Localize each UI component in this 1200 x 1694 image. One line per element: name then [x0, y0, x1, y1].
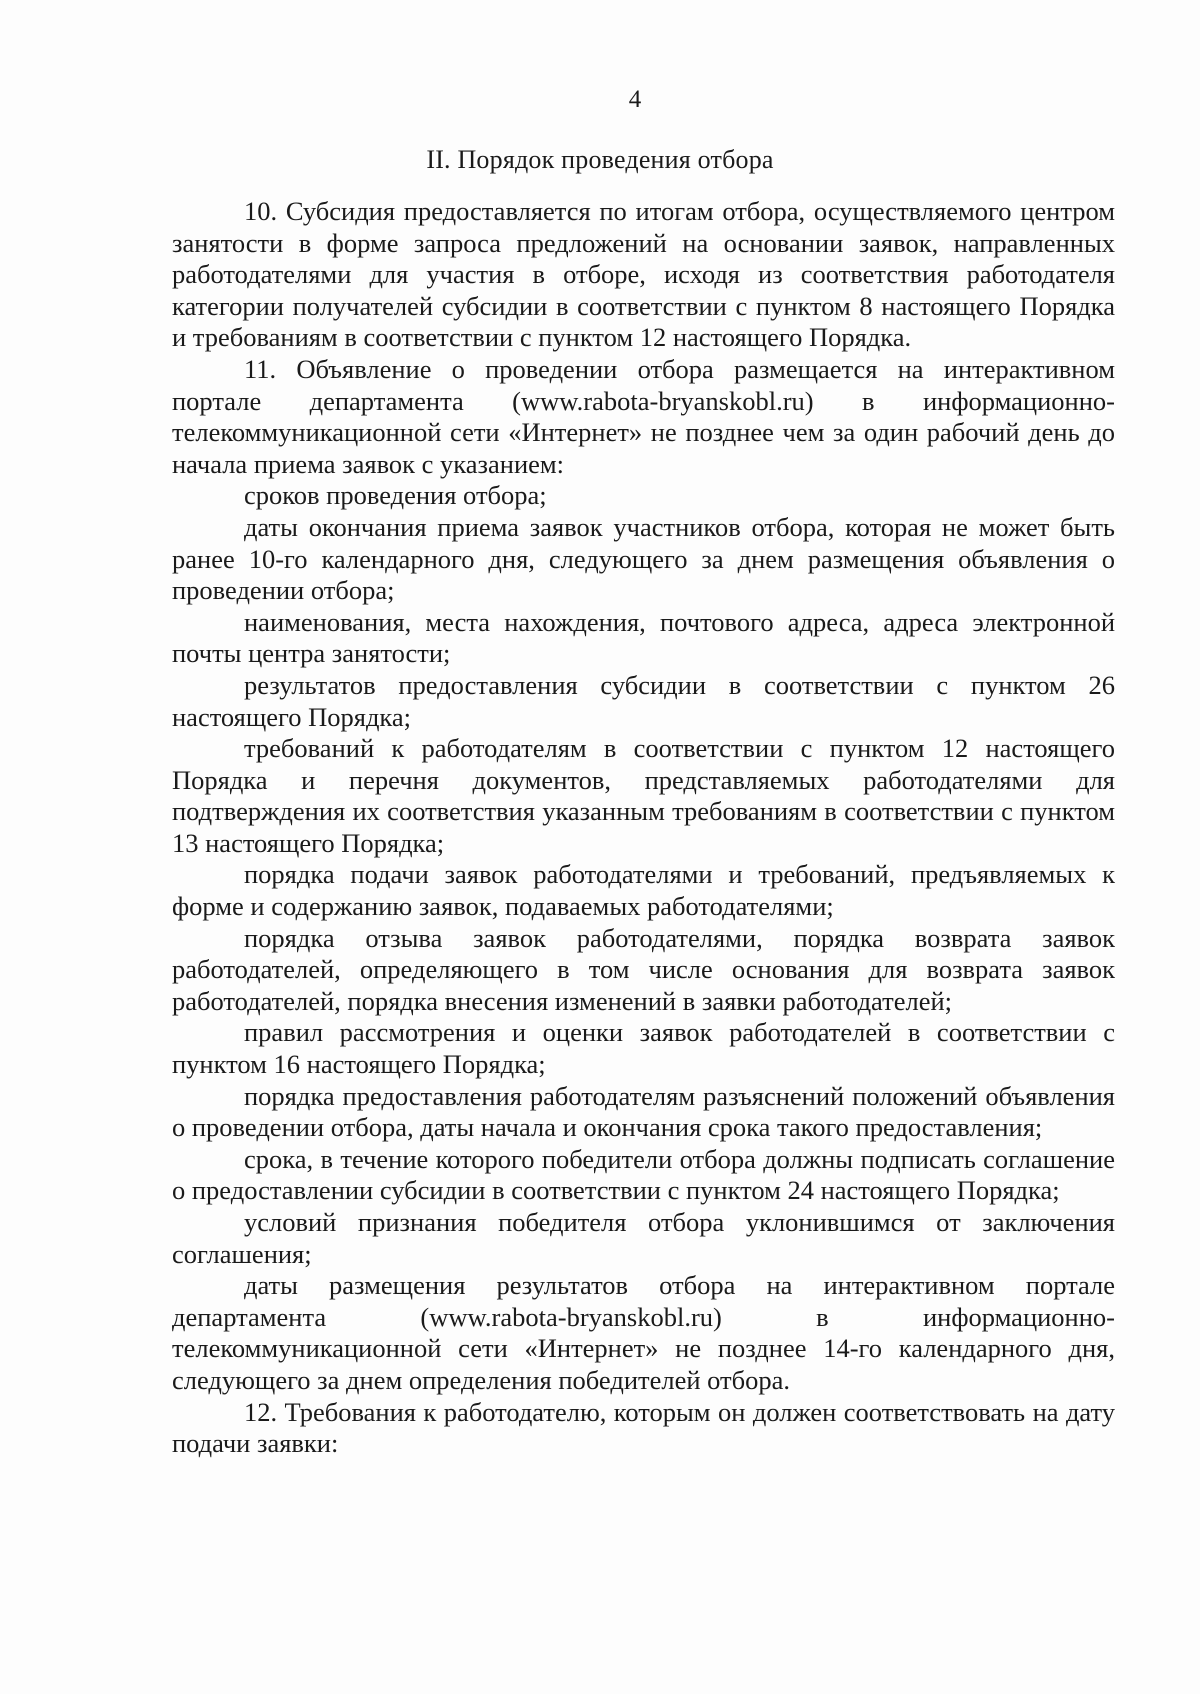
list-item: правил рассмотрения и оценки заявок работодателей в соответствии с пунктом 16 настоящего Порядка; — [172, 1017, 1115, 1080]
paragraph-10: 10. Субсидия предоставляется по итогам отбора, осуществляемого центром занятости в форме запроса предложений на основании заявок, направленных работодателями для участия в отборе, исходя из соответствия работодателя категории получателей субсидии в соответствии с пунктом 8 настоящего Порядка и требованиям в соответствии с пунктом 12 настоящего Порядка. — [172, 196, 1115, 353]
list-item: наименования, места нахождения, почтового адреса, адреса электронной почты центра занятости; — [172, 606, 1115, 669]
document-body — [172, 196, 1115, 1460]
list-item: сроков проведения отбора; — [244, 480, 547, 511]
list-item: условий признания победителя отбора уклонившимся от заключения соглашения; — [172, 1207, 1115, 1269]
section-title: II. Порядок проведения отбора — [426, 145, 774, 174]
list-item: порядка отзыва заявок работодателями, порядка возврата заявок работодателей, определяющего в том числе основания для возврата заявок работодателей, порядка внесения изменений в заявки работодателей; — [172, 922, 1115, 1016]
list-item: порядка предоставления работодателям разъяснений положений объявления о проведении отбора, даты начала и окончания срока такого предоставления; — [172, 1080, 1115, 1143]
list-item: требований к работодателям в соответствии с пунктом 12 настоящего Порядка и перечня документов, представляемых работодателями для подтверждения их соответствия указанным требованиям в соответствии с пунктом 13 настоящего Порядка; — [172, 733, 1115, 858]
list-item: срока, в течение которого победители отбора должны подписать соглашение о предоставлении субсидии в соответствии с пунктом 24 настоящего Порядка; — [172, 1143, 1115, 1206]
paragraph-12: 12. Требования к работодателю, которым он должен соответствовать на дату подачи заявки: — [172, 1396, 1115, 1459]
list-item: порядка подачи заявок работодателями и требований, предъявляемых к форме и содержанию заявок, подаваемых работодателями; — [172, 859, 1115, 922]
list-item: даты размещения результатов отбора на интерактивном портале департамента (www.rabota-bryanskobl.ru) в информационно-телекоммуникационной сети «Интернет» не позднее 14-го календарного дня, следующего за днем определения победителей отбора. — [172, 1270, 1115, 1395]
page-number: 4 — [628, 86, 642, 113]
list-item: результатов предоставления субсидии в соответствии с пунктом 26 настоящего Порядка; — [172, 669, 1115, 732]
paragraph-11: 11. Объявление о проведении отбора размещается на интерактивном портале департамента (www.rabota-bryanskobl.ru) в информационно-телекоммуникационной сети «Интернет» не позднее чем за один рабочий день до начала приема заявок с указанием: — [172, 353, 1115, 479]
list-item: даты окончания приема заявок участников отбора, которая не может быть ранее 10-го календарного дня, следующего за днем размещения объявления о проведении отбора; — [172, 511, 1115, 606]
